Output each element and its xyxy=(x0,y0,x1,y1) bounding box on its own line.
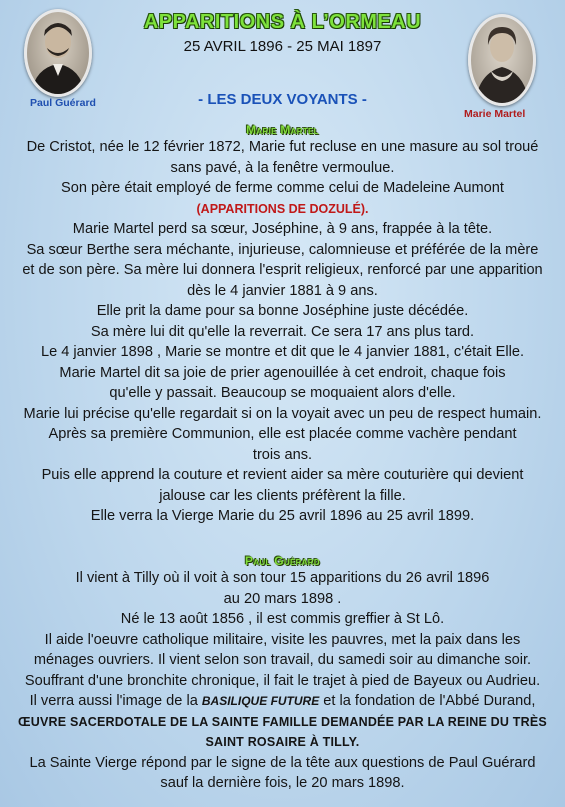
text-line: au 20 mars 1898 . xyxy=(223,590,342,607)
text-line: Il aide l'oeuvre catholique militaire, visite les pauvres, met la paix dans les xyxy=(44,631,521,648)
text-line: Son père était employé de ferme comme celui de Madeleine Aumont xyxy=(61,180,504,196)
text-line: Souffrant d'une bronchite chronique, il fait le trajet à pied de Bayeux ou Audrieu. xyxy=(24,672,541,689)
text-line xyxy=(0,712,565,733)
text-line: Marie lui précise qu'elle regardait si on la voyait avec un peu de respect humain. xyxy=(23,405,542,422)
text-line: Elle prit la dame pour sa bonne Joséphine juste décédée. xyxy=(96,303,469,319)
saint-rosaire: SAINT ROSAIRE À TILLY. xyxy=(205,735,360,749)
text-line: Marie Martel dit sa joie de prier agenouillée à cet endroit, chaque fois xyxy=(59,364,506,381)
right-portrait-caption: Marie Martel xyxy=(464,108,526,120)
text-line: Puis elle apprend la couture et revient aider sa mère couturière qui devient xyxy=(41,467,524,483)
paul-guerard-heading: Paul Guérard xyxy=(245,554,320,568)
text-line xyxy=(0,732,565,753)
basilique-future: BASILIQUE FUTURE xyxy=(201,694,320,708)
text-line: Sa sœur Berthe sera méchante, injurieuse, calomnieuse et préférée de la mère xyxy=(26,241,539,258)
text-line: De Cristot, née le 12 février 1872, Marie fut recluse en une masure au sol troué xyxy=(26,139,539,155)
text-line: Sa mère lui dit qu'elle la reverrait. Ce sera 17 ans plus tard. xyxy=(90,323,475,340)
dozule-reference: (APPARITIONS DE DOZULÉ). xyxy=(196,201,369,216)
text-line: Après sa première Communion, elle est placée comme vachère pendant xyxy=(48,426,517,442)
text-segment: Il verra aussi l'image de la xyxy=(29,693,198,709)
marie-martel-heading: Marie Martel xyxy=(246,123,319,137)
text-line: ménages ouvriers. Il vient selon son travail, du samedi soir au dimanche soir. xyxy=(33,652,532,668)
text-line: qu'elle y passait. Beaucoup se moquaient alors d'elle. xyxy=(109,385,456,401)
text-line: Elle verra la Vierge Marie du 25 avril 1896 au 25 avril 1899. xyxy=(90,508,475,524)
text-line: sauf la dernière fois, le 20 mars 1898. xyxy=(160,775,405,791)
text-line xyxy=(0,199,565,220)
marie-martel-text xyxy=(0,137,565,527)
text-line: trois ans. xyxy=(252,446,313,463)
section-subtitle: - LES DEUX VOYANTS - xyxy=(198,91,367,108)
text-line: sans pavé, à la fenêtre vermoulue. xyxy=(170,159,395,176)
oeuvre-sacerdotale: ŒUVRE SACERDOTALE DE LA SAINTE FAMILLE DEMANDÉE PAR LA REINE DU TRÈS xyxy=(18,714,547,729)
text-line: Il vient à Tilly où il voit à son tour 15 apparitions du 26 avril 1896 xyxy=(75,570,490,586)
text-line: Marie Martel perd sa sœur, Joséphine, à 9 ans, frappée à la tête. xyxy=(72,221,493,237)
page-title: APPARITIONS À L’ORMEAU xyxy=(143,11,422,33)
text-line: jalouse car les clients préfèrent la fille. xyxy=(159,487,406,504)
text-line: La Sainte Vierge répond par le signe de la tête aux questions de Paul Guérard xyxy=(29,754,536,771)
left-portrait-caption: Paul Guérard xyxy=(30,97,96,109)
page-dates: 25 AVRIL 1896 - 25 MAI 1897 xyxy=(183,38,382,55)
text-line: et de son père. Sa mère lui donnera l'esprit religieux, renforcé par une apparition xyxy=(22,262,543,278)
text-line: Né le 13 août 1856 , il est commis greffier à St Lô. xyxy=(120,611,445,627)
text-line xyxy=(0,691,565,712)
text-line: Le 4 janvier 1898 , Marie se montre et dit que le 4 janvier 1881, c'était Elle. xyxy=(40,344,525,360)
text-line: dès le 4 janvier 1881 à 9 ans. xyxy=(187,282,378,299)
text-segment: et la fondation de l'Abbé Durand, xyxy=(323,693,536,709)
paul-guerard-text xyxy=(0,568,565,794)
